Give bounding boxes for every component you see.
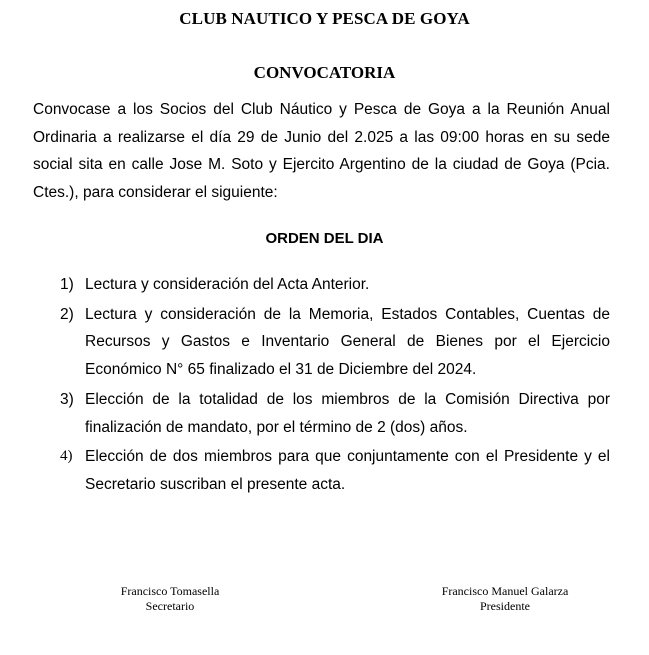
- agenda-item: [60, 443, 610, 498]
- agenda-item-text: Lectura y consideración de la Memoria, Estados Contables, Cuentas de Recursos y Gastos e Inventario General de Bienes por el Ejercicio Económico N° 65 finalizado el 31 de Diciembre del 2024.: [85, 305, 610, 379]
- agenda-item-text: Elección de dos miembros para que conjuntamente con el Presidente y el Secretario suscriban el presente acta.: [85, 448, 610, 493]
- agenda-item-text: Lectura y consideración del Acta Anterior.: [85, 276, 370, 293]
- agenda-item-number: 2): [60, 305, 74, 323]
- agenda-item-text: Elección de la totalidad de los miembros de la Comisión Directiva por finalización de mandato, por el término de 2 (dos) años.: [85, 390, 610, 436]
- signature-name: Francisco Tomasella: [120, 584, 220, 598]
- signature-role: Presidente: [480, 599, 530, 613]
- intro-paragraph: Convocase a los Socios del Club Náutico y Pesca de Goya a la Reunión Anual Ordinaria a realizarse el día 29 de Junio del 2.025 a las 09:00 horas en su sede social sita en calle Jose M. Soto y Ejercito Argentino de la ciudad de Goya (Pcia. Ctes.), para considerar el siguiente:: [33, 101, 610, 202]
- agenda-item-number: 1): [60, 276, 74, 293]
- agenda-item: [60, 271, 610, 299]
- signature-name: Francisco Manuel Galarza: [441, 584, 569, 598]
- agenda-item: [60, 301, 610, 384]
- agenda-item-number: 4): [60, 448, 73, 465]
- agenda-item-number: 3): [60, 390, 74, 408]
- signature-president: [425, 584, 585, 614]
- agenda-title: ORDEN DEL DIA: [265, 230, 384, 247]
- club-title: CLUB NAUTICO Y PESCA DE GOYA: [179, 9, 470, 28]
- signature-role: Secretario: [145, 599, 195, 613]
- agenda-item: [60, 386, 610, 441]
- signature-secretary: [105, 584, 235, 614]
- document-title: CONVOCATORIA: [253, 63, 396, 82]
- agenda-list: [60, 271, 610, 501]
